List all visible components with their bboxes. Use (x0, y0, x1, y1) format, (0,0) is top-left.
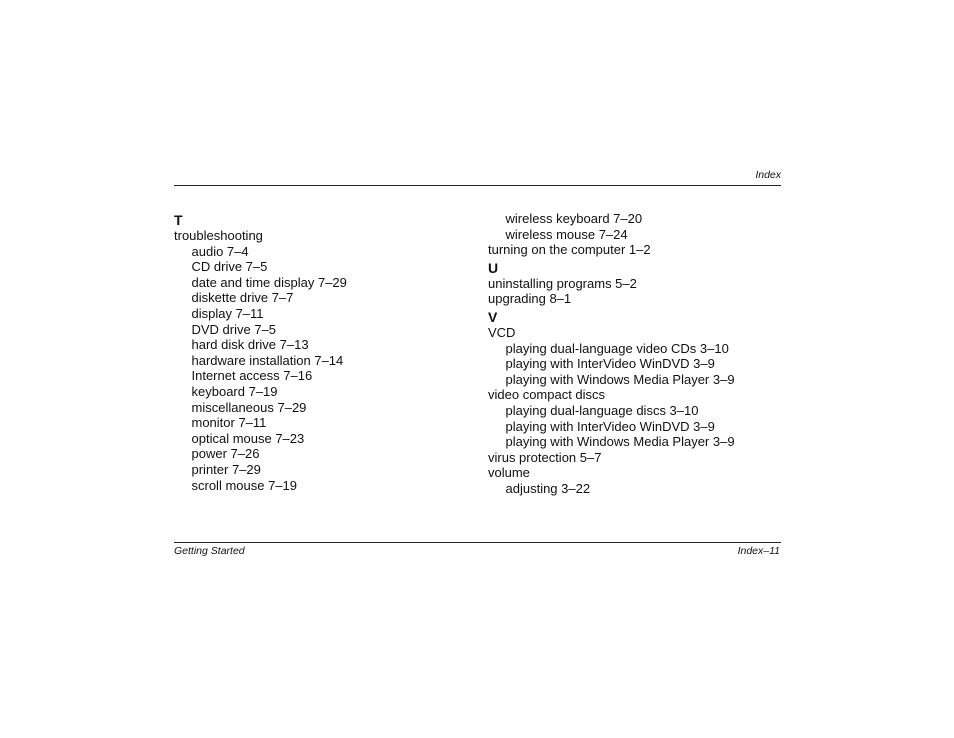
index-subentry: Internet access 7–16 (191, 368, 313, 384)
index-subentry: date and time display 7–29 (191, 274, 347, 290)
index-subentry: playing with InterVideo WinDVD 3–9 (505, 356, 715, 372)
index-subentry: playing with Windows Media Player 3–9 (505, 371, 735, 387)
index-letter-group (488, 211, 788, 258)
index-subentry: playing dual-language discs 3–10 (505, 402, 699, 418)
index-subentry: printer 7–29 (191, 461, 261, 477)
footer-book-title: Getting Started (174, 545, 245, 557)
index-subentry: playing with InterVideo WinDVD 3–9 (505, 418, 715, 434)
index-entry: volume (488, 465, 530, 481)
index-subentry: audio 7–4 (191, 243, 249, 259)
index-subentry: playing dual-language video CDs 3–10 (505, 340, 729, 356)
index-subentry: hard disk drive 7–13 (191, 337, 309, 353)
index-subentry: scroll mouse 7–19 (191, 477, 297, 493)
index-subentry: DVD drive 7–5 (191, 321, 277, 337)
index-subentry: adjusting 3–22 (505, 480, 591, 496)
index-subentry: power 7–26 (191, 446, 260, 462)
index-subentry: wireless keyboard 7–20 (505, 211, 643, 226)
index-entry: video compact discs (488, 387, 606, 403)
index-subentry: CD drive 7–5 (191, 259, 268, 275)
index-subentry: monitor 7–11 (191, 415, 267, 431)
running-head: Index (755, 169, 781, 181)
index-entry: uninstalling programs 5–2 (488, 275, 637, 291)
index-column-right (488, 211, 788, 497)
index-letter-group (488, 260, 788, 307)
index-letter-group (174, 212, 474, 493)
header-rule (174, 185, 781, 186)
index-subentry: display 7–11 (191, 305, 264, 321)
index-letter-heading: V (488, 308, 498, 325)
index-entry: upgrading 8–1 (488, 291, 572, 307)
index-column-left (174, 211, 474, 493)
index-letter-group (488, 309, 788, 497)
index-subentry: hardware installation 7–14 (191, 352, 344, 368)
index-subentry: optical mouse 7–23 (191, 430, 305, 446)
index-entry: VCD (488, 324, 516, 340)
footer-page-number: Index–11 (737, 545, 780, 557)
index-subentry: miscellaneous 7–29 (191, 399, 307, 415)
index-subentry: playing with Windows Media Player 3–9 (505, 434, 735, 450)
index-subentry: diskette drive 7–7 (191, 290, 294, 306)
index-letter-heading: U (488, 259, 499, 276)
index-entry: virus protection 5–7 (488, 449, 602, 465)
index-subentry: keyboard 7–19 (191, 383, 278, 399)
index-letter-heading: T (174, 212, 183, 228)
index-subentry: wireless mouse 7–24 (505, 226, 628, 242)
index-entry: turning on the computer 1–2 (488, 242, 651, 258)
footer-rule (174, 542, 781, 543)
index-entry: troubleshooting (174, 228, 263, 243)
